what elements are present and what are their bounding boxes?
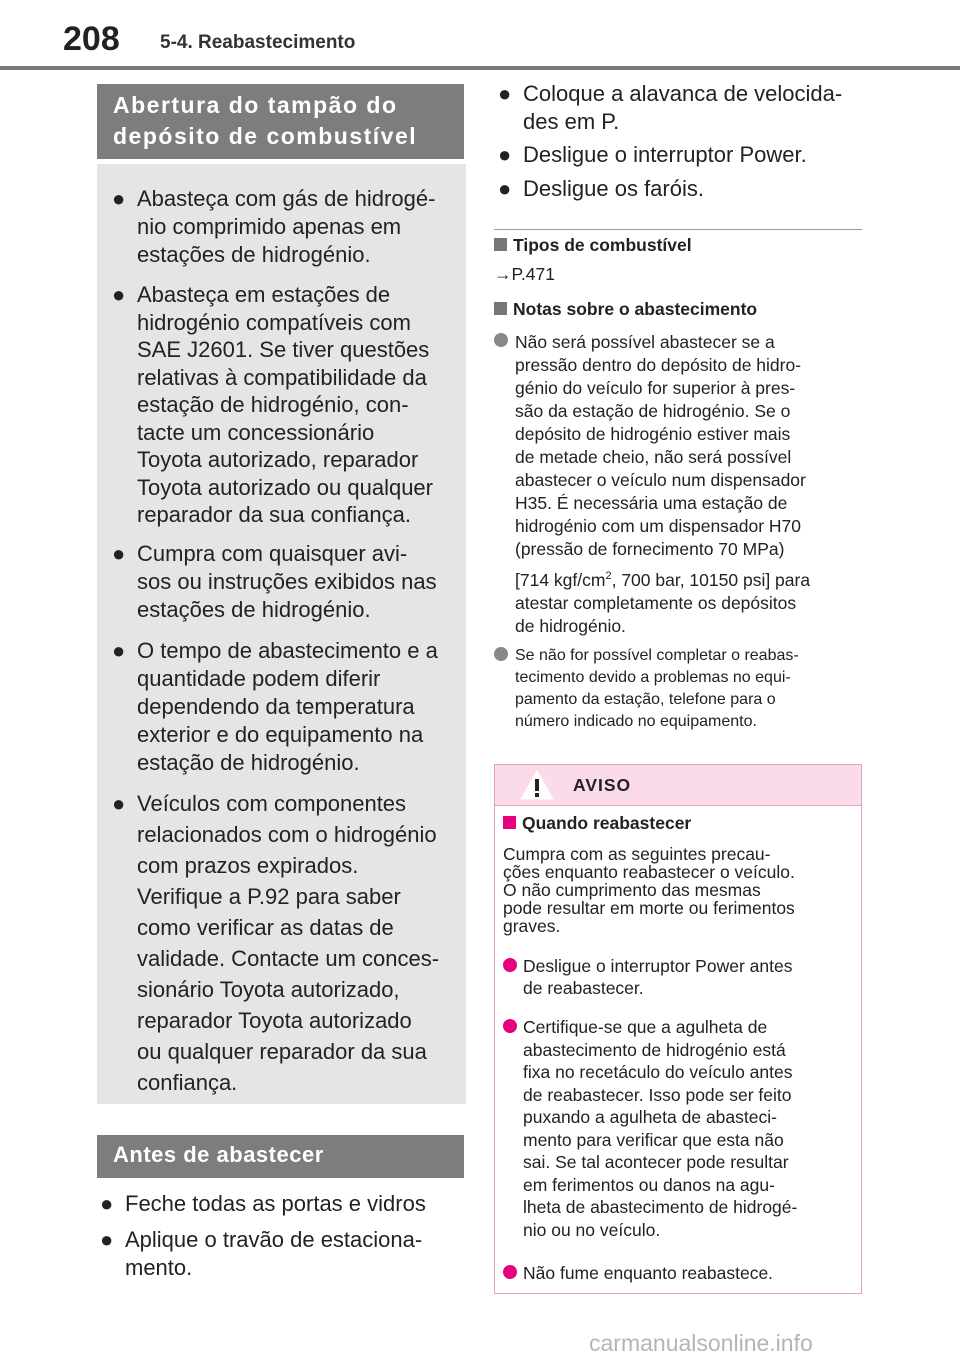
warning-item: Não fume enquanto reabastece. — [503, 1262, 773, 1284]
circle-bullet-icon — [494, 647, 508, 661]
page-reference: →P.471 — [494, 264, 555, 284]
page-number: 208 — [63, 20, 120, 58]
bullet-item: ● Abasteça em estações de hidrogénio compatíveis com SAE J2601. Se tiver questões relativas à compatibilidade da estação de hidrogénio, con- tacte um concessionário Toyota autorizado, reparador Toyota autorizado ou qualquer reparador da sua confiança. — [112, 282, 433, 527]
warning-item: Desligue o interruptor Power antes de reabastecer. — [503, 955, 792, 999]
bullet-icon: ● — [112, 541, 126, 566]
bullet-item: ● Feche todas as portas e vidros — [100, 1191, 426, 1216]
section-title: 5-4. Reabastecimento — [160, 32, 356, 53]
watermark: carmanualsonline.info — [589, 1330, 813, 1356]
bullet-icon: ● — [498, 176, 512, 201]
bullet-icon: ● — [112, 791, 126, 816]
warning-title: AVISO — [573, 775, 632, 795]
square-bullet-icon — [503, 816, 516, 829]
section-rule — [494, 229, 862, 230]
circle-bullet-icon — [503, 1019, 517, 1033]
bullet-icon: ● — [100, 1227, 114, 1252]
circle-bullet-icon — [503, 1265, 517, 1279]
bullet-item: ● Desligue os faróis. — [498, 176, 704, 201]
fuel-types-heading: Tipos de combustível — [494, 235, 692, 256]
bullet-item: ● Aplique o travão de estaciona- mento. — [100, 1227, 423, 1280]
circle-bullet-icon — [494, 333, 508, 347]
warning-intro: Cumpra com as seguintes precau- ções enquanto reabastecer o veículo. O não cumprimento das mesmas pode resultar em morte ou ferimentos graves. — [503, 844, 795, 936]
bullet-item: ● Coloque a alavanca de velocida- des em P. — [498, 81, 843, 134]
bullet-item: ● Abasteça com gás de hidrogé- nio comprimido apenas em estações de hidrogénio. — [112, 186, 436, 267]
warning-triangle-icon — [520, 770, 554, 800]
square-bullet-icon — [494, 302, 507, 315]
bullet-icon: ● — [112, 186, 126, 211]
notes-heading: Notas sobre o abastecimento — [494, 299, 757, 320]
bullet-item: ● Veículos com componentes relacionados com o hidrogénio com prazos expirados. Verifique a P.92 para saber como verificar as datas de validade. Contacte um conces- sionário Toyota autorizado, reparador Toyota autorizado ou qualquer reparador da sua confiança. — [112, 788, 439, 1098]
circle-bullet-icon — [503, 958, 517, 972]
warning-item: Certifique-se que a agulheta de abastecimento de hidrogénio está fixa no recetáculo do veículo antes de reabastecer. Isso pode ser feito puxando a agulheta de abasteci- mento para verificar que esta não sai. Se tal acontecer pode resultar em ferimentos ou danos na agu- lheta de abastecimento de hidrogé- nio ou no veículo. — [503, 1016, 797, 1241]
section-heading-before-refuel: Antes de abastecer — [97, 1135, 464, 1178]
warning-heading: Quando reabastecer — [503, 813, 691, 834]
bullet-icon: ● — [100, 1191, 114, 1216]
bullet-icon: ● — [112, 282, 126, 307]
bullet-icon: ● — [112, 638, 126, 663]
note-item: Se não for possível completar o reabas- tecimento devido a problemas no equi- pamento da estação, telefone para o número indicado no equipamento. — [494, 645, 799, 733]
bullet-item: ● Cumpra com quaisquer avi- sos ou instruções exibidos nas estações de hidrogénio. — [112, 541, 437, 622]
header-rule — [0, 66, 960, 70]
bullet-icon: ● — [498, 81, 512, 106]
bullet-icon: ● — [498, 142, 512, 167]
square-bullet-icon — [494, 238, 507, 251]
bullet-item: ● O tempo de abastecimento e a quantidade podem diferir dependendo da temperatura exterior e do equipamento na estação de hidrogénio. — [112, 638, 438, 775]
bullet-item: ● Desligue o interruptor Power. — [498, 142, 807, 167]
section-heading-fuel-cap: Abertura do tampão do depósito de combustível — [97, 84, 464, 159]
note-item: Não será possível abastecer se a pressão dentro do depósito de hidro- génio do veículo for superior à pres- são da estação de hidrogénio. Se o depósito de hidrogénio estiver mais de metade cheio, não será possível abastecer o veículo num dispensador H35. É necessária uma estação de hidrogénio com um dispensador H70 (pressão de fornecimento 70 MPa) [714 kgf/$cm^2$, 700 bar, 10150 psi] para atestar completamente os depósitos de hidrogénio. — [494, 331, 810, 638]
